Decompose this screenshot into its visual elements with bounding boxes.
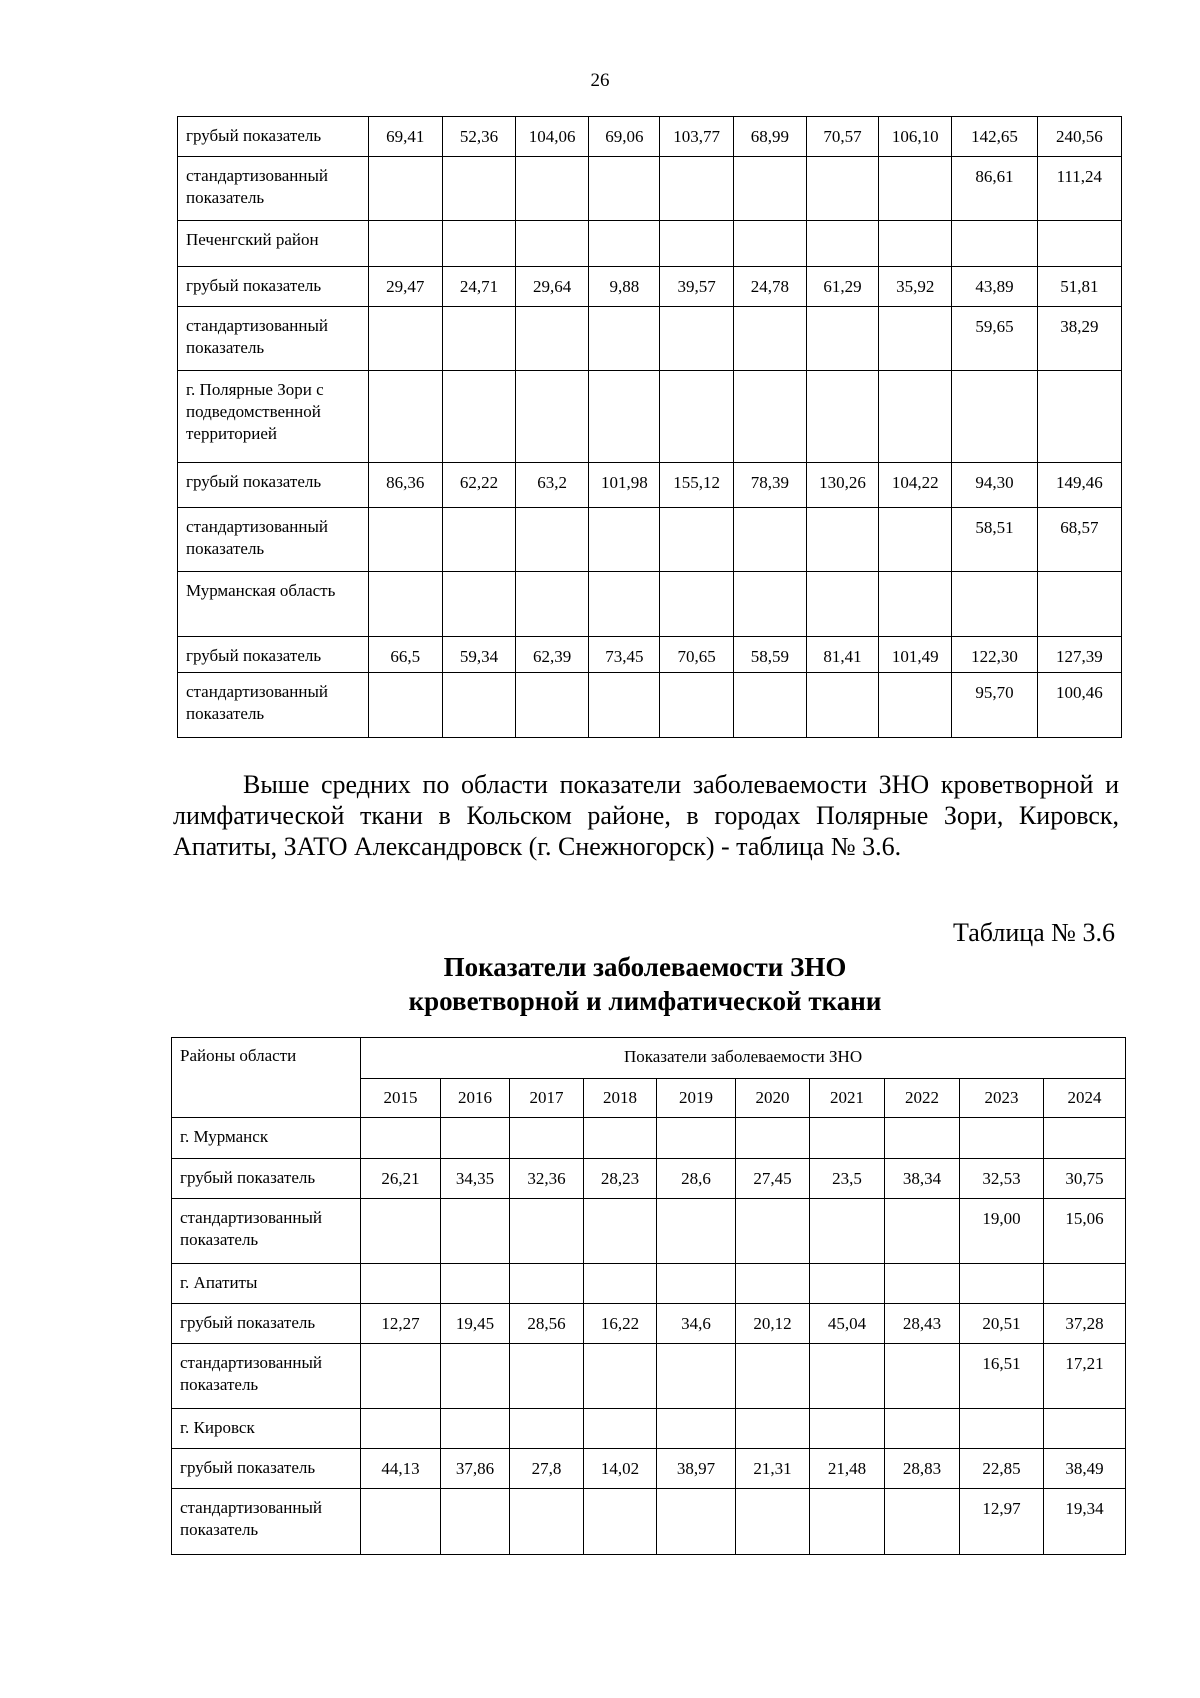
value-cell [879, 673, 952, 738]
value-cell [510, 1489, 584, 1555]
value-cell [885, 1118, 960, 1159]
value-cell [442, 221, 515, 267]
value-cell: 37,86 [441, 1449, 510, 1489]
value-cell [952, 221, 1037, 267]
value-cell [885, 1344, 960, 1409]
value-cell [368, 371, 442, 463]
value-cell [510, 1264, 584, 1304]
value-cell: 51,81 [1037, 267, 1121, 307]
row-label: стандартизованный показатель [172, 1199, 361, 1264]
value-cell [733, 371, 806, 463]
row-label: стандартизованный показатель [172, 1344, 361, 1409]
value-cell: 70,57 [806, 117, 878, 157]
value-cell: 28,83 [885, 1449, 960, 1489]
value-cell: 103,77 [660, 117, 733, 157]
value-cell: 68,57 [1037, 508, 1121, 572]
value-cell: 35,92 [879, 267, 952, 307]
value-cell [361, 1489, 441, 1555]
value-cell: 29,47 [368, 267, 442, 307]
value-cell: 22,85 [960, 1449, 1044, 1489]
value-cell [368, 221, 442, 267]
value-cell [806, 157, 878, 221]
value-cell [516, 572, 589, 637]
row-label: г. Мурманск [172, 1118, 361, 1159]
value-cell: 58,51 [952, 508, 1037, 572]
body-paragraph-text: Выше средних по области показатели заболеваемости ЗНО кроветворной и лимфатической ткани в Кольском районе, в городах Полярные Зори, Кировск, Апатиты, ЗАТО Александровск (г. Снежногорск) - таблица № 3.6. [173, 770, 1119, 861]
value-cell: 27,45 [736, 1159, 810, 1199]
value-cell [806, 307, 878, 371]
value-cell [1044, 1409, 1126, 1449]
value-cell: 24,78 [733, 267, 806, 307]
value-cell: 127,39 [1037, 637, 1121, 673]
row-label: стандартизованный показатель [178, 508, 369, 572]
row-label: г. Апатиты [172, 1264, 361, 1304]
value-cell: 9,88 [589, 267, 660, 307]
value-cell [589, 572, 660, 637]
value-cell: 95,70 [952, 673, 1037, 738]
value-cell [733, 221, 806, 267]
value-cell [368, 572, 442, 637]
table-title [0, 950, 1200, 1018]
value-cell [879, 371, 952, 463]
header-indicators: Показатели заболеваемости ЗНО [361, 1038, 1126, 1079]
value-cell [442, 371, 515, 463]
value-cell: 61,29 [806, 267, 878, 307]
table-row [172, 1489, 1126, 1555]
value-cell [441, 1344, 510, 1409]
value-cell: 12,97 [960, 1489, 1044, 1555]
value-cell: 15,06 [1044, 1199, 1126, 1264]
value-cell [736, 1264, 810, 1304]
value-cell: 34,6 [657, 1304, 736, 1344]
value-cell: 34,35 [441, 1159, 510, 1199]
value-cell: 24,71 [442, 267, 515, 307]
value-cell [657, 1344, 736, 1409]
row-label: грубый показатель [172, 1159, 361, 1199]
table-row [172, 1409, 1126, 1449]
value-cell: 58,59 [733, 637, 806, 673]
row-label: грубый показатель [172, 1449, 361, 1489]
value-cell: 62,22 [442, 463, 515, 508]
table-row [172, 1304, 1126, 1344]
year-header: 2016 [441, 1079, 510, 1118]
value-cell [952, 572, 1037, 637]
value-cell: 149,46 [1037, 463, 1121, 508]
row-label: грубый показатель [178, 117, 369, 157]
value-cell [660, 307, 733, 371]
value-cell: 28,23 [584, 1159, 657, 1199]
value-cell: 101,49 [879, 637, 952, 673]
row-label: грубый показатель [178, 637, 369, 673]
value-cell [361, 1199, 441, 1264]
value-cell [733, 157, 806, 221]
table-row [178, 157, 1122, 221]
year-header: 2024 [1044, 1079, 1126, 1118]
value-cell [584, 1118, 657, 1159]
row-label: грубый показатель [178, 267, 369, 307]
value-cell: 44,13 [361, 1449, 441, 1489]
value-cell [516, 508, 589, 572]
value-cell [960, 1409, 1044, 1449]
value-cell [442, 572, 515, 637]
value-cell: 27,8 [510, 1449, 584, 1489]
value-cell: 240,56 [1037, 117, 1121, 157]
value-cell [361, 1344, 441, 1409]
value-cell [660, 371, 733, 463]
value-cell [657, 1409, 736, 1449]
year-header: 2017 [510, 1079, 584, 1118]
value-cell [368, 307, 442, 371]
year-header: 2020 [736, 1079, 810, 1118]
value-cell [879, 508, 952, 572]
value-cell: 21,48 [810, 1449, 885, 1489]
value-cell [589, 673, 660, 738]
incidence-table-continued [177, 116, 1122, 738]
value-cell: 86,61 [952, 157, 1037, 221]
value-cell [516, 157, 589, 221]
table-row [178, 117, 1122, 157]
value-cell: 30,75 [1044, 1159, 1126, 1199]
value-cell: 101,98 [589, 463, 660, 508]
value-cell [442, 508, 515, 572]
value-cell [885, 1489, 960, 1555]
value-cell: 66,5 [368, 637, 442, 673]
year-header: 2019 [657, 1079, 736, 1118]
incidence-table-3-6 [171, 1037, 1126, 1555]
value-cell [810, 1264, 885, 1304]
value-cell [368, 508, 442, 572]
table-row [172, 1264, 1126, 1304]
value-cell: 23,5 [810, 1159, 885, 1199]
row-label: стандартизованный показатель [178, 307, 369, 371]
value-cell: 32,53 [960, 1159, 1044, 1199]
table-caption: Таблица № 3.6 [952, 918, 1115, 947]
value-cell: 45,04 [810, 1304, 885, 1344]
value-cell [1037, 371, 1121, 463]
value-cell: 19,00 [960, 1199, 1044, 1264]
value-cell [960, 1264, 1044, 1304]
value-cell: 38,29 [1037, 307, 1121, 371]
value-cell: 38,49 [1044, 1449, 1126, 1489]
value-cell: 14,02 [584, 1449, 657, 1489]
value-cell: 59,65 [952, 307, 1037, 371]
value-cell: 20,12 [736, 1304, 810, 1344]
value-cell [660, 508, 733, 572]
header-districts: Районы области [172, 1038, 361, 1118]
value-cell [660, 157, 733, 221]
value-cell: 122,30 [952, 637, 1037, 673]
value-cell [660, 673, 733, 738]
value-cell [810, 1118, 885, 1159]
table-row [178, 307, 1122, 371]
value-cell [806, 371, 878, 463]
value-cell: 81,41 [806, 637, 878, 673]
value-cell: 38,97 [657, 1449, 736, 1489]
value-cell [810, 1489, 885, 1555]
value-cell [589, 157, 660, 221]
value-cell [960, 1118, 1044, 1159]
value-cell [368, 157, 442, 221]
table-row [178, 463, 1122, 508]
value-cell [442, 157, 515, 221]
value-cell [516, 673, 589, 738]
value-cell [736, 1199, 810, 1264]
value-cell: 104,06 [516, 117, 589, 157]
value-cell: 70,65 [660, 637, 733, 673]
value-cell: 63,2 [516, 463, 589, 508]
value-cell [879, 572, 952, 637]
value-cell: 16,22 [584, 1304, 657, 1344]
value-cell: 68,99 [733, 117, 806, 157]
value-cell [361, 1118, 441, 1159]
value-cell [810, 1409, 885, 1449]
body-paragraph [173, 769, 1119, 862]
value-cell: 62,39 [516, 637, 589, 673]
year-header: 2021 [810, 1079, 885, 1118]
value-cell [589, 221, 660, 267]
value-cell [441, 1409, 510, 1449]
value-cell [516, 307, 589, 371]
value-cell: 28,43 [885, 1304, 960, 1344]
value-cell: 142,65 [952, 117, 1037, 157]
value-cell: 28,6 [657, 1159, 736, 1199]
value-cell: 155,12 [660, 463, 733, 508]
value-cell [733, 307, 806, 371]
value-cell: 16,51 [960, 1344, 1044, 1409]
value-cell: 106,10 [879, 117, 952, 157]
value-cell: 86,36 [368, 463, 442, 508]
value-cell [442, 307, 515, 371]
row-label: Печенгский район [178, 221, 369, 267]
value-cell: 12,27 [361, 1304, 441, 1344]
table-row [178, 673, 1122, 738]
row-label: грубый показатель [172, 1304, 361, 1344]
row-label: г. Кировск [172, 1409, 361, 1449]
value-cell [584, 1199, 657, 1264]
value-cell [516, 221, 589, 267]
value-cell [441, 1489, 510, 1555]
value-cell: 32,36 [510, 1159, 584, 1199]
table-row [178, 637, 1122, 673]
value-cell: 130,26 [806, 463, 878, 508]
value-cell [510, 1344, 584, 1409]
value-cell: 73,45 [589, 637, 660, 673]
value-cell [441, 1264, 510, 1304]
value-cell [657, 1489, 736, 1555]
year-header: 2015 [361, 1079, 441, 1118]
value-cell: 37,28 [1044, 1304, 1126, 1344]
value-cell [516, 371, 589, 463]
value-cell: 20,51 [960, 1304, 1044, 1344]
value-cell [1044, 1118, 1126, 1159]
value-cell [510, 1409, 584, 1449]
value-cell [806, 221, 878, 267]
value-cell: 38,34 [885, 1159, 960, 1199]
value-cell: 78,39 [733, 463, 806, 508]
value-cell [806, 673, 878, 738]
value-cell: 111,24 [1037, 157, 1121, 221]
value-cell [441, 1199, 510, 1264]
value-cell: 69,06 [589, 117, 660, 157]
value-cell: 94,30 [952, 463, 1037, 508]
year-header: 2022 [885, 1079, 960, 1118]
value-cell [879, 157, 952, 221]
value-cell [736, 1118, 810, 1159]
value-cell: 17,21 [1044, 1344, 1126, 1409]
value-cell [806, 572, 878, 637]
value-cell [810, 1344, 885, 1409]
table-title-line-1: Показатели заболеваемости ЗНО [443, 952, 847, 982]
value-cell [736, 1489, 810, 1555]
value-cell [657, 1199, 736, 1264]
value-cell: 43,89 [952, 267, 1037, 307]
year-header: 2023 [960, 1079, 1044, 1118]
value-cell [1037, 221, 1121, 267]
value-cell [952, 371, 1037, 463]
value-cell [510, 1118, 584, 1159]
value-cell: 28,56 [510, 1304, 584, 1344]
table-row [178, 221, 1122, 267]
value-cell [660, 572, 733, 637]
value-cell [368, 673, 442, 738]
table-title-line-2: кроветворной и лимфатической ткани [408, 986, 882, 1016]
table-row [172, 1344, 1126, 1409]
value-cell [879, 307, 952, 371]
table-row [178, 371, 1122, 463]
value-cell: 26,21 [361, 1159, 441, 1199]
value-cell [589, 371, 660, 463]
value-cell [589, 508, 660, 572]
value-cell: 69,41 [368, 117, 442, 157]
year-header: 2018 [584, 1079, 657, 1118]
value-cell [584, 1489, 657, 1555]
value-cell [441, 1118, 510, 1159]
value-cell: 29,64 [516, 267, 589, 307]
table-row [172, 1449, 1126, 1489]
value-cell [361, 1264, 441, 1304]
value-cell [806, 508, 878, 572]
value-cell [736, 1344, 810, 1409]
value-cell [1037, 572, 1121, 637]
value-cell [810, 1199, 885, 1264]
value-cell [885, 1264, 960, 1304]
value-cell [442, 673, 515, 738]
table-row [172, 1118, 1126, 1159]
value-cell [510, 1199, 584, 1264]
value-cell [361, 1409, 441, 1449]
value-cell [736, 1409, 810, 1449]
value-cell [879, 221, 952, 267]
row-label: стандартизованный показатель [172, 1489, 361, 1555]
value-cell: 52,36 [442, 117, 515, 157]
value-cell [733, 508, 806, 572]
row-label: Мурманская область [178, 572, 369, 637]
value-cell [1044, 1264, 1126, 1304]
table-row [178, 572, 1122, 637]
value-cell [657, 1264, 736, 1304]
row-label: г. Полярные Зори с подведомственной территорией [178, 371, 369, 463]
row-label: стандартизованный показатель [178, 157, 369, 221]
value-cell [584, 1344, 657, 1409]
value-cell [584, 1409, 657, 1449]
table-row [172, 1199, 1126, 1264]
value-cell [885, 1199, 960, 1264]
value-cell [589, 307, 660, 371]
value-cell [584, 1264, 657, 1304]
value-cell: 100,46 [1037, 673, 1121, 738]
table-row [178, 508, 1122, 572]
row-label: стандартизованный показатель [178, 673, 369, 738]
table-row [178, 267, 1122, 307]
value-cell [733, 572, 806, 637]
value-cell: 21,31 [736, 1449, 810, 1489]
value-cell: 19,45 [441, 1304, 510, 1344]
page-number: 26 [590, 70, 610, 91]
value-cell: 104,22 [879, 463, 952, 508]
value-cell [660, 221, 733, 267]
value-cell: 39,57 [660, 267, 733, 307]
value-cell [733, 673, 806, 738]
value-cell [657, 1118, 736, 1159]
value-cell: 59,34 [442, 637, 515, 673]
row-label: грубый показатель [178, 463, 369, 508]
table-row [172, 1159, 1126, 1199]
value-cell [885, 1409, 960, 1449]
value-cell: 19,34 [1044, 1489, 1126, 1555]
